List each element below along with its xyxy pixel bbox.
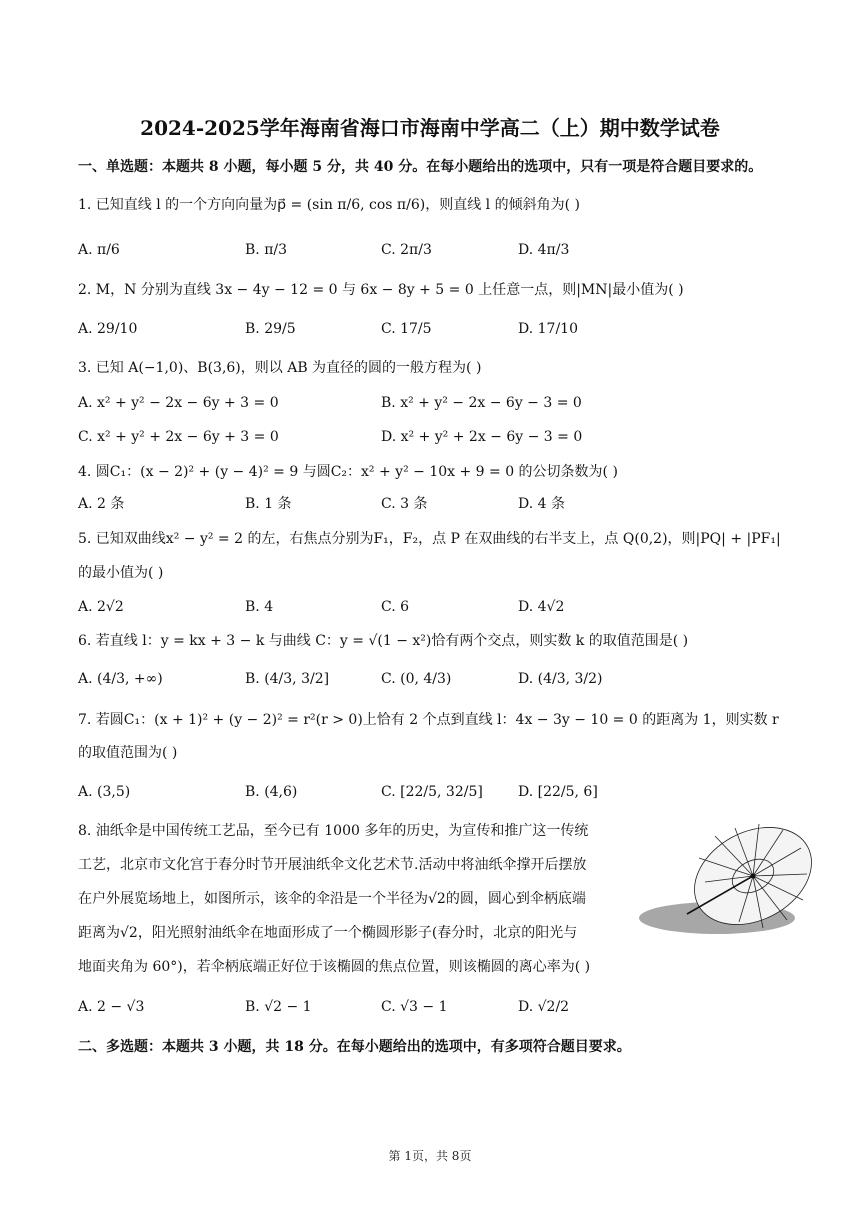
question-5-text-line-2: 的最小值为( ) <box>78 565 164 581</box>
question-1-option-c[interactable]: C. 2π/3 <box>381 242 432 258</box>
question-3-option-b[interactable]: B. x² + y² − 2x − 6y − 3 = 0 <box>381 395 582 411</box>
question-7-option-d[interactable]: D. [22/5, 6] <box>518 784 598 800</box>
question-1-option-d[interactable]: D. 4π/3 <box>518 242 570 258</box>
question-5-option-a[interactable]: A. 2√2 <box>78 599 124 615</box>
question-8-text-line-3: 在户外展览场地上，如图所示，该伞的伞沿是一个半径为√2的圆，圆心到伞柄底端 <box>78 891 586 907</box>
question-2-option-d[interactable]: D. 17/10 <box>518 321 578 337</box>
question-7-text-line-2: 的取值范围为( ) <box>78 745 178 761</box>
question-7-option-a[interactable]: A. (3,5) <box>78 784 131 800</box>
question-8-option-a[interactable]: A. 2 − √3 <box>78 999 145 1015</box>
question-5-text-line-1: 5. 已知双曲线x² − y² = 2 的左，右焦点分别为F₁，F₂，点 P 在双曲线的右半支上，点 Q(0,2)，则|PQ| + |PF₁| <box>78 531 781 547</box>
question-4-option-c[interactable]: C. 3 条 <box>381 496 428 512</box>
question-2-option-b[interactable]: B. 29/5 <box>245 321 296 337</box>
question-4-option-d[interactable]: D. 4 条 <box>518 496 565 512</box>
question-3-option-a[interactable]: A. x² + y² − 2x − 6y + 3 = 0 <box>78 395 279 411</box>
question-3-text: 3. 已知 A(−1,0)、B(3,6)，则以 AB 为直径的圆的一般方程为( ) <box>78 360 482 376</box>
question-5-option-c[interactable]: C. 6 <box>381 599 410 615</box>
question-8-text-line-5: 地面夹角为 60°)，若伞柄底端正好位于该椭圆的焦点位置，则该椭圆的离心率为( ) <box>78 959 591 975</box>
question-1-option-b[interactable]: B. π/3 <box>245 242 288 258</box>
question-8-text-line-4: 距离为√2，阳光照射油纸伞在地面形成了一个椭圆形影子(春分时，北京的阳光与 <box>78 925 578 941</box>
question-7-option-c[interactable]: C. [22/5, 32/5] <box>381 784 483 800</box>
section-heading-multiple-choice: 二、多选题：本题共 3 小题，共 18 分。在每小题给出的选项中，有多项符合题目要求。 <box>78 1039 631 1055</box>
question-1-option-a[interactable]: A. π/6 <box>78 242 120 258</box>
question-6-option-b[interactable]: B. (4/3, 3/2] <box>245 671 330 687</box>
page-footer: 第 1页，共 8页 <box>388 1149 472 1163</box>
question-5-option-b[interactable]: B. 4 <box>245 599 274 615</box>
question-6-option-a[interactable]: A. (4/3, +∞) <box>78 671 163 687</box>
question-6-option-d[interactable]: D. (4/3, 3/2) <box>518 671 603 687</box>
question-6-text: 6. 若直线 l：y = kx + 3 − k 与曲线 C：y = √(1 − x²)恰有两个交点，则实数 k 的取值范围是( ) <box>78 633 689 649</box>
question-8-option-d[interactable]: D. √2/2 <box>518 999 570 1015</box>
question-8-option-b[interactable]: B. √2 − 1 <box>245 999 312 1015</box>
question-7-text-line-1: 7. 若圆C₁：(x + 1)² + (y − 2)² = r²(r > 0)上恰有 2 个点到直线 l：4x − 3y − 10 = 0 的距离为 1，则实数 r <box>78 712 779 728</box>
question-2-text: 2. M，N 分别为直线 3x − 4y − 12 = 0 与 6x − 8y + 5 = 0 上任意一点，则|MN|最小值为( ) <box>78 282 684 298</box>
question-8-text-line-2: 工艺，北京市文化宫于春分时节开展油纸伞文化艺术节.活动中将油纸伞撑开后摆放 <box>78 857 587 873</box>
page-title: 2024-2025学年海南省海口市海南中学高二（上）期中数学试卷 <box>140 116 720 140</box>
question-3-option-c[interactable]: C. x² + y² + 2x − 6y + 3 = 0 <box>78 429 279 445</box>
question-4-option-a[interactable]: A. 2 条 <box>78 496 125 512</box>
question-5-option-d[interactable]: D. 4√2 <box>518 599 565 615</box>
question-6-option-c[interactable]: C. (0, 4/3) <box>381 671 452 687</box>
question-8-option-c[interactable]: C. √3 − 1 <box>381 999 448 1015</box>
question-2-option-c[interactable]: C. 17/5 <box>381 321 432 337</box>
question-3-option-d[interactable]: D. x² + y² + 2x − 6y − 3 = 0 <box>381 429 583 445</box>
oil-paper-umbrella-illustration <box>635 818 813 936</box>
question-4-option-b[interactable]: B. 1 条 <box>245 496 292 512</box>
section-heading-single-choice: 一、单选题：本题共 8 小题，每小题 5 分，共 40 分。在每小题给出的选项中，只有一项是符合题目要求的。 <box>78 159 763 175</box>
question-2-option-a[interactable]: A. 29/10 <box>78 321 138 337</box>
question-4-text: 4. 圆C₁：(x − 2)² + (y − 4)² = 9 与圆C₂：x² + y² − 10x + 9 = 0 的公切条数为( ) <box>78 464 618 480</box>
question-1-text: 1. 已知直线 l 的一个方向向量为p⃗ = (sin π/6, cos π/6)，则直线 l 的倾斜角为( ) <box>78 197 580 213</box>
question-7-option-b[interactable]: B. (4,6) <box>245 784 298 800</box>
question-8-text-line-1: 8. 油纸伞是中国传统工艺品，至今已有 1000 多年的历史，为宣传和推广这一传统 <box>78 823 589 839</box>
